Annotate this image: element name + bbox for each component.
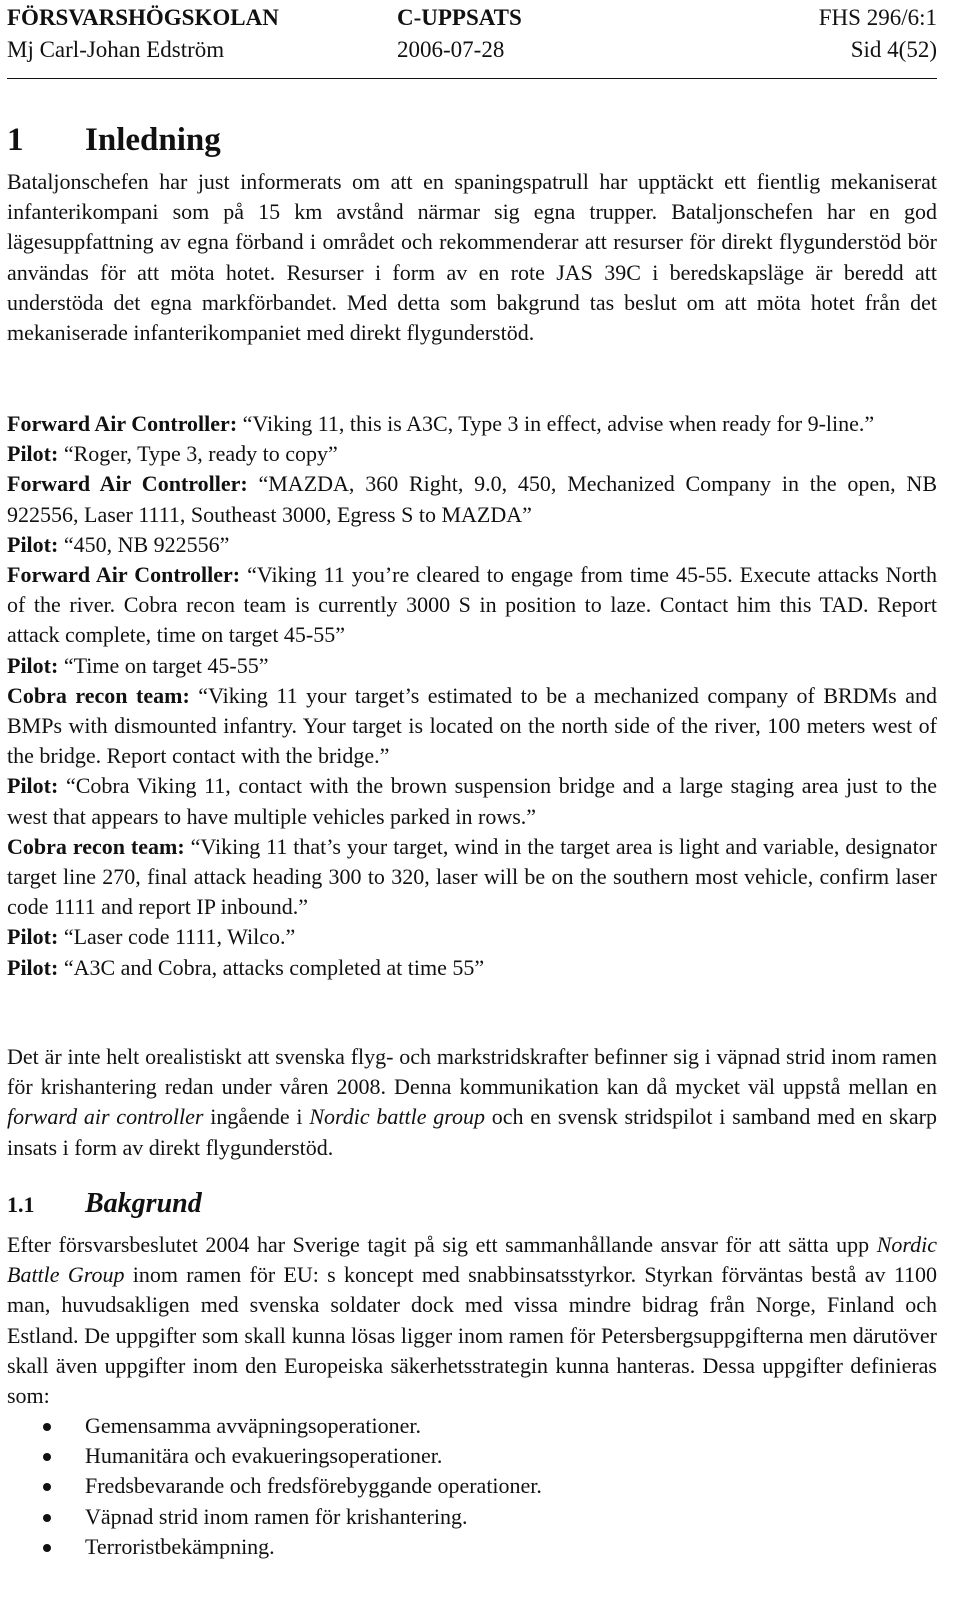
bakgrund-text-part: Efter försvarsbeslutet 2004 har Sverige tagit på sig ett sammanhållande ansvar för att sätta upp (7, 1232, 877, 1257)
closing-text-part: Det är inte helt orealistiskt att svenska flyg- och markstridskrafter befinner sig i väpnad strid inom ramen för krishantering redan under våren 2008. Denna kommunikation kan då mycket väl uppstå mellan en (7, 1044, 937, 1100)
radio-dialogue (7, 409, 937, 983)
dialogue-speaker: Pilot: (7, 954, 59, 980)
dialogue-line (7, 409, 937, 439)
dialogue-speaker: Pilot: (7, 924, 59, 950)
section-number: 1 (7, 122, 24, 158)
bakgrund-emphasis: Nordic Battle Group (7, 1232, 937, 1288)
dialogue-line (7, 922, 937, 952)
task-bullet-list (7, 1411, 937, 1562)
list-item (7, 1411, 937, 1441)
bakgrund-text-part: inom ramen för EU: s koncept med snabbinsatsstyrkor. Styrkan förväntas bestå av 1100 man, huvudsakligen med svenska soldater dock med vissa mindre bidrag från Norge, Finland och Estland. De uppgifter som skall kunna lösas ligger inom ramen för Petersbergsuppgifterna men därutöver skall även uppgifter inom den Europeiska säkerhetsstrategin kunna hanteras. Dessa uppgifter definieras som: (7, 1262, 937, 1409)
list-item (7, 1532, 937, 1562)
document-type: C-UPPSATS (397, 5, 522, 30)
dialogue-text: “MAZDA, 360 Right, 9.0, 450, Mechanized Company in the open, NB 922556, Laser 1111, Southeast 3000, Egress S to MAZDA” (7, 471, 937, 527)
dialogue-text: “Laser code 1111, Wilco.” (58, 924, 296, 950)
section-heading-bakgrund (7, 1184, 202, 1225)
dialogue-speaker: Pilot: (7, 441, 59, 467)
closing-emphasis: forward air controller (7, 1104, 204, 1130)
dialogue-text: “Viking 11 your target’s estimated to be a mechanized company of BRDMs and BMPs with dismounted infantry. Your target is located on the north side of the river, 100 meters west of the bridge. Report contact with the bridge.” (7, 682, 937, 769)
list-item-text: Terroristbekämpning. (85, 1533, 275, 1559)
list-item-text: Humanitära och evakueringsoperationer. (85, 1443, 443, 1469)
institution-name: FÖRSVARSHÖGSKOLAN (7, 5, 279, 30)
list-item (7, 1502, 937, 1532)
intro-text: Bataljonschefen har just informerats om att en spaningspatrull har upptäckt ett fientlig mekaniserat infanterikompani som på 15 km avstånd närmar sig egna trupper. Bataljonschefen har en god lägesuppfattning av egna förband i området och rekommenderar att resurser för direkt flygunderstöd bör användas för att möta hotet. Resurser i form av en rote JAS 39C i beredskapsläge är beredd att understöda det egna markförbandet. Med detta som bakgrund tas beslut om att möta hotet från det mekaniserade infanterikompaniet med direkt flygunderstöd. (7, 169, 937, 346)
page-header (7, 2, 937, 66)
bullet-icon (43, 1544, 51, 1552)
dialogue-text: “Time on target 45-55” (58, 652, 269, 678)
bullet-icon (43, 1453, 51, 1461)
list-item-text: Väpnad strid inom ramen för krishantering. (85, 1503, 468, 1529)
author-name: Mj Carl-Johan Edström (7, 37, 225, 62)
dialogue-text: “Viking 11, this is A3C, Type 3 in effect, advise when ready for 9-line.” (237, 411, 875, 436)
dialogue-line (7, 560, 937, 651)
dialogue-line (7, 651, 937, 681)
dialogue-text: “450, NB 922556” (58, 531, 230, 557)
dialogue-speaker: Pilot: (7, 773, 59, 799)
bullet-icon (43, 1483, 51, 1491)
dialogue-line (7, 771, 937, 831)
closing-text-part: och en svensk stridspilot i samband med en skarp insats i form av direkt flygunderstöd. (7, 1104, 937, 1160)
closing-paragraph (7, 1042, 937, 1163)
bakgrund-text (7, 1230, 937, 1411)
header-row-2 (7, 34, 937, 66)
dialogue-speaker: Pilot: (7, 531, 59, 557)
dialogue-line (7, 439, 937, 469)
dialogue-text: “Cobra Viking 11, contact with the brown suspension bridge and a large staging area just to the west that appears to have multiple vehicles parked in rows.” (7, 773, 937, 829)
list-item (7, 1441, 937, 1471)
dialogue-speaker: Cobra recon team: (7, 833, 185, 859)
dialogue-line (7, 530, 937, 560)
dialogue-speaker: Forward Air Controller: (7, 562, 241, 588)
page-number: Sid 4(52) (850, 37, 937, 62)
dialogue-line (7, 953, 937, 983)
subsection-title: Bakgrund (85, 1188, 202, 1219)
closing-text-part: ingående i (203, 1104, 310, 1130)
closing-emphasis: Nordic battle group (309, 1104, 485, 1130)
bakgrund-paragraph (7, 1230, 937, 1411)
bullet-icon (43, 1423, 51, 1431)
intro-paragraph (7, 167, 937, 348)
header-divider (7, 78, 937, 79)
list-item-text: Fredsbevarande och fredsförebyggande operationer. (85, 1473, 542, 1499)
closing-text (7, 1042, 937, 1163)
document-date: 2006-07-28 (397, 37, 505, 62)
section-heading-inledning (7, 118, 221, 162)
list-item-text: Gemensamma avväpningsoperationer. (85, 1413, 422, 1438)
dialogue-speaker: Forward Air Controller: (7, 471, 248, 497)
document-reference: FHS 296/6:1 (818, 5, 937, 30)
bullet-icon (43, 1514, 51, 1522)
dialogue-line (7, 469, 937, 529)
dialogue-speaker: Forward Air Controller: (7, 411, 238, 436)
dialogue-text: “Viking 11 that’s your target, wind in the target area is light and variable, designator target line 270, final attack heading 300 to 320, laser will be on the southern most vehicle, confirm laser code 1111 and report IP inbound.” (7, 833, 938, 920)
list-item (7, 1471, 937, 1501)
subsection-number: 1.1 (7, 1192, 35, 1217)
dialogue-text: “A3C and Cobra, attacks completed at time 55” (58, 954, 485, 980)
dialogue-text: “Viking 11 you’re cleared to engage from time 45-55. Execute attacks North of the river. Cobra recon team is currently 3000 S in position to laze. Contact him this TAD. Report attack complete, time on target 45-55” (7, 562, 937, 648)
header-row-1 (7, 2, 937, 34)
dialogue-line (7, 832, 937, 923)
dialogue-speaker: Pilot: (7, 652, 59, 678)
dialogue-line (7, 681, 937, 772)
section-title: Inledning (85, 122, 221, 158)
dialogue-speaker: Cobra recon team: (7, 682, 190, 708)
dialogue-text: “Roger, Type 3, ready to copy” (58, 441, 338, 467)
